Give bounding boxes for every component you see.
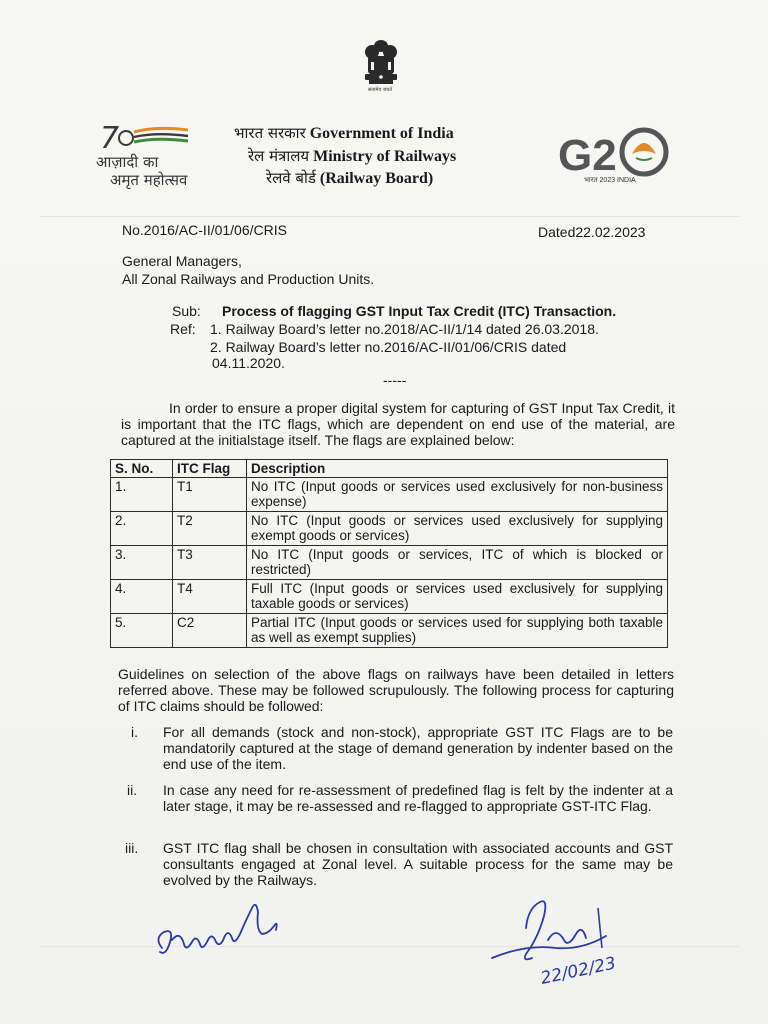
guideline-number: i. — [131, 724, 138, 740]
left-signature-icon — [150, 890, 290, 990]
row-flag: C2 — [173, 614, 247, 648]
row-sno: 3. — [111, 546, 173, 580]
letter-date — [538, 224, 645, 240]
table-header-description: Description — [247, 460, 668, 478]
reference-2-line2: 04.11.2020. — [212, 355, 285, 371]
table-row — [111, 512, 668, 546]
guideline-item: For all demands (stock and non-stock), appropriate GST ITC Flags are to be mandatorily captured at the stage of demand generation by indenter based on the end use of the item. — [163, 724, 673, 772]
letter-number: No.2016/AC-II/01/06/CRIS — [122, 222, 287, 238]
guideline-number: ii. — [127, 782, 138, 798]
row-description: No ITC (Input goods or services, ITC of which is blocked or restricted) — [247, 546, 668, 580]
subject-text: Process of flagging GST Input Tax Credit (ITC) Transaction. — [222, 303, 617, 319]
row-description: Full ITC (Input goods or services used exclusively for supplying taxable goods or services) — [247, 580, 668, 614]
subject-label: Sub: — [172, 303, 201, 319]
table-row — [111, 580, 668, 614]
azadi-logo-text-line2: अमृत महोत्सव — [110, 171, 188, 189]
row-sno: 5. — [111, 614, 173, 648]
signature-date: 22/02/23 — [538, 953, 618, 989]
guideline-number: iii. — [125, 840, 139, 856]
guidelines-paragraph: Guidelines on selection of the above flags on railways have been detailed in letters referred above. These may be followed scrupulously. The following process for capturing of ITC claims should be followed: — [118, 666, 674, 714]
row-flag: T4 — [173, 580, 247, 614]
row-flag: T1 — [173, 478, 247, 512]
guideline-item: GST ITC flag shall be chosen in consultation with associated accounts and GST consultants engaged at Zonal level. A suitable process for the same may be evolved by the Railways. — [163, 840, 673, 888]
addressee-line1: General Managers, — [122, 253, 242, 269]
header-hindi-ministry: रेल मंत्रालय — [248, 147, 310, 165]
svg-text:7: 7 — [100, 122, 120, 156]
dated-value: 22.02.2023 — [575, 224, 646, 240]
table-row — [111, 546, 668, 580]
itc-flags-table — [110, 459, 668, 648]
header-hindi-government: भारत सरकार — [234, 124, 306, 142]
reference-label: Ref: — [170, 321, 196, 337]
header-hindi-board: रेलवे बोर्ड — [266, 169, 316, 187]
emblem-motto: सत्यमेव जयते — [367, 87, 393, 93]
header-english-ministry: Ministry of Railways — [313, 148, 457, 165]
row-description: Partial ITC (Input goods or services used for supplying both taxable as well as exempt supplies) — [247, 614, 668, 648]
row-sno: 2. — [111, 512, 173, 546]
reference-1: 1. Railway Board’s letter no.2018/AC-II/1/14 dated 26.03.2018. — [210, 321, 599, 337]
table-header-flag: ITC Flag — [173, 460, 247, 478]
table-row — [111, 614, 668, 648]
row-description: No ITC (Input goods or services used exclusively for non-business expense) — [247, 478, 668, 512]
svg-text:G2: G2 — [558, 131, 617, 180]
reference-2-line1: 2. Railway Board’s letter no.2016/AC-II/01/06/CRIS dated — [210, 339, 567, 355]
row-description: No ITC (Input goods or services used exclusively for supplying exempt goods or services) — [247, 512, 668, 546]
paper-rule — [40, 216, 740, 217]
table-header-sno: S. No. — [111, 460, 173, 478]
row-flag: T3 — [173, 546, 247, 580]
row-sno: 4. — [111, 580, 173, 614]
right-signature-icon — [486, 888, 636, 998]
addressee-line2: All Zonal Railways and Production Units. — [122, 271, 375, 287]
table-row — [111, 478, 668, 512]
dated-label: Dated — [538, 224, 576, 240]
header-line-government — [234, 123, 454, 143]
row-flag: T2 — [173, 512, 247, 546]
header-english-government: Government of India — [309, 125, 454, 142]
header-line-ministry — [248, 146, 456, 166]
table-header-row — [111, 460, 668, 478]
header-english-board: (Railway Board) — [319, 170, 434, 187]
g20-subtitle: भारत 2023 INDIA — [584, 177, 636, 184]
separator: ----- — [383, 372, 407, 388]
azadi-logo-text-line1: आज़ादी का — [96, 153, 159, 171]
header-line-board — [266, 168, 433, 188]
row-sno: 1. — [111, 478, 173, 512]
intro-paragraph: In order to ensure a proper digital system for capturing of GST Input Tax Credit, it is important that the ITC flags, which are dependent on end use of the material, are captured at the initialstage itself. The flags are explained below: — [121, 400, 675, 448]
guideline-item: In case any need for re-assessment of predefined flag is felt by the indenter at a later stage, it may be re-assessed and re-flagged to appropriate GST-ITC Flag. — [163, 782, 673, 814]
